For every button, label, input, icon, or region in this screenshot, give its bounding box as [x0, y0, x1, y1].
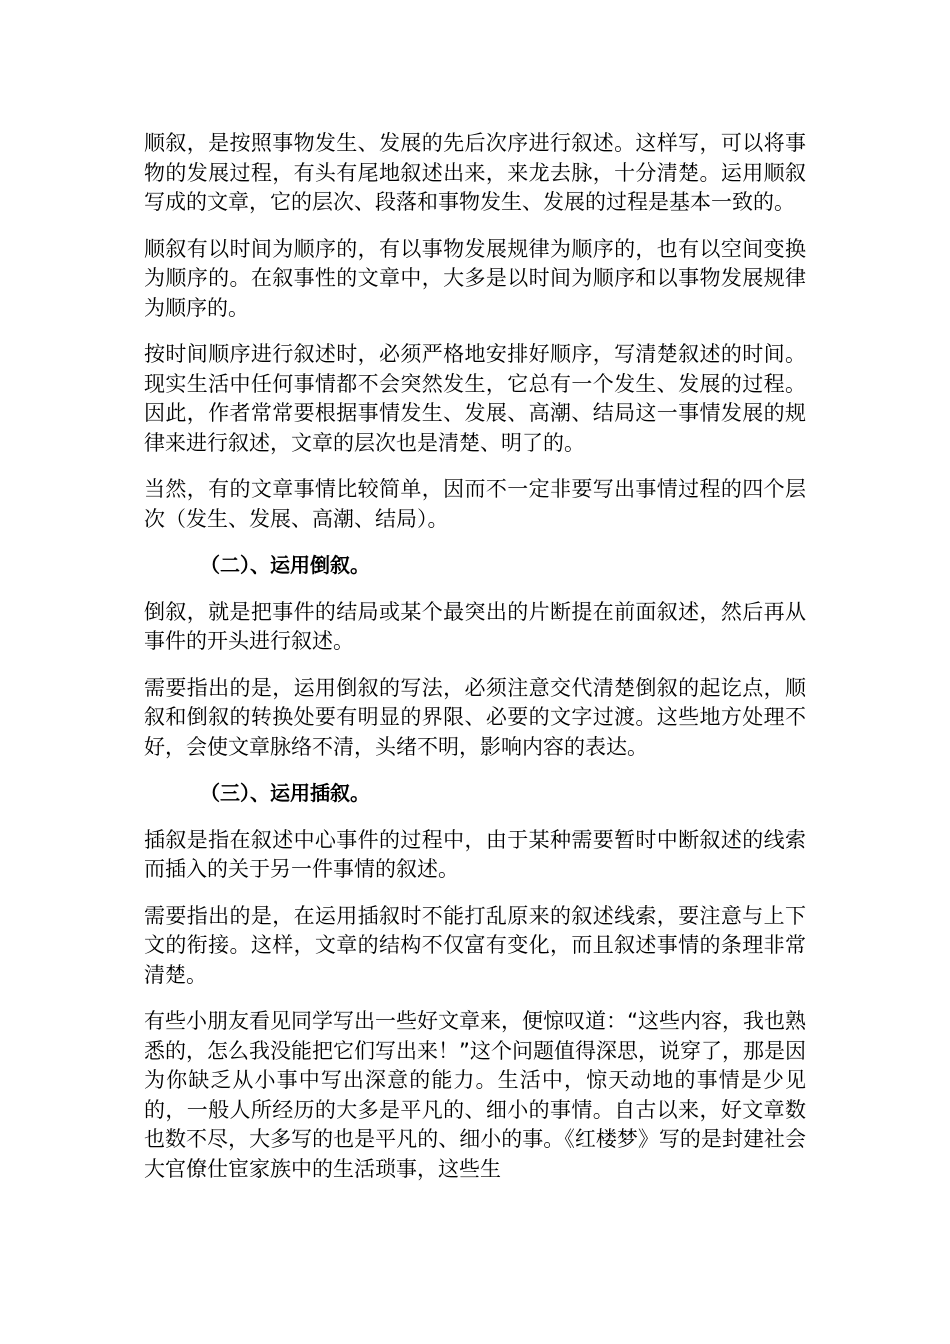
paragraph-chaxu-definition: 插叙是指在叙述中心事件的过程中，由于某种需要暂时中断叙述的线索而插入的关于另一件事情的叙述。 — [144, 827, 806, 881]
document-page — [144, 129, 806, 1201]
section-heading-daoxu: （二）、运用倒叙。 — [200, 553, 370, 577]
section-heading-chaxu: （三）、运用插叙。 — [200, 781, 370, 805]
paragraph-time-order: 按时间顺序进行叙述时，必须严格地安排好顺序，写清楚叙述的时间。现实生活中任何事情都不会突然发生，它总有一个发生、发展的过程。因此，作者常常要根据事情发生、发展、高潮、结局这一事情发展的规律来进行叙述，文章的层次也是清楚、明了的。 — [144, 342, 806, 455]
paragraph-shunxu-types: 顺叙有以时间为顺序的，有以事物发展规律为顺序的，也有以空间变换为顺序的。在叙事性的文章中，大多是以时间为顺序和以事物发展规律为顺序的。 — [144, 236, 806, 320]
paragraph-small-things: 有些小朋友看见同学写出一些好文章来，便惊叹道：“这些内容，我也熟悉的，怎么我没能把它们写出来！”这个问题值得深思，说穿了，那是因为你缺乏从小事中写出深意的能力。生活中，惊天动地的事情是少见的，一般人所经历的大多是平凡的、细小的事情。自古以来，好文章数也数不尽，大多写的也是平凡的、细小的事。《红楼梦》写的是封建社会大官僚仕宦家族中的生活琐事，这些生 — [144, 1009, 806, 1181]
paragraph-simple-events: 当然，有的文章事情比较简单，因而不一定非要写出事情过程的四个层次（发生、发展、高潮、结局）。 — [144, 477, 806, 531]
paragraph-chaxu-notes: 需要指出的是，在运用插叙时不能打乱原来的叙述线索，要注意与上下文的衔接。这样，文章的结构不仅富有变化，而且叙述事情的条理非常清楚。 — [144, 903, 806, 987]
paragraph-daoxu-notes: 需要指出的是，运用倒叙的写法，必须注意交代清楚倒叙的起讫点，顺叙和倒叙的转换处要有明显的界限、必要的文字过渡。这些地方处理不好，会使文章脉络不清，头绪不明，影响内容的表达。 — [144, 675, 806, 759]
paragraph-shunxu-definition: 顺叙，是按照事物发生、发展的先后次序进行叙述。这样写，可以将事物的发展过程，有头有尾地叙述出来，来龙去脉，十分清楚。运用顺叙写成的文章，它的层次、段落和事物发生、发展的过程是基本一致的。 — [144, 131, 806, 214]
paragraph-daoxu-definition: 倒叙，就是把事件的结局或某个最突出的片断提在前面叙述，然后再从事件的开头进行叙述。 — [144, 599, 806, 653]
